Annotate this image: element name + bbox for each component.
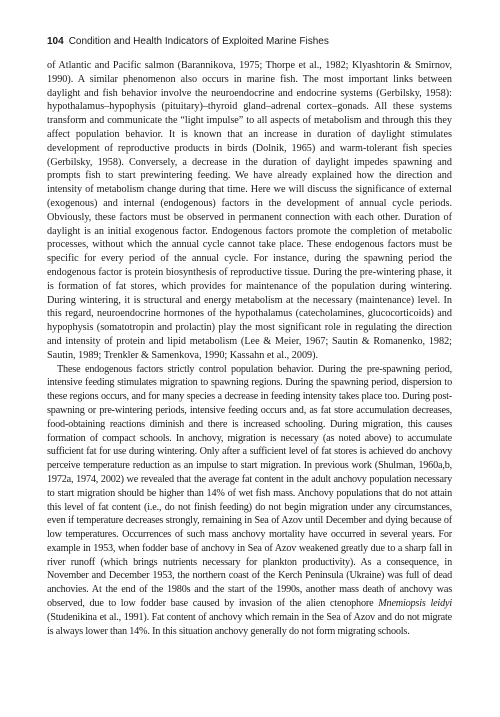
species-name: Mnemiopsis leidyi [378,598,452,610]
paragraph-2: These endogenous factors strictly control population behavior. During the pre-spawning period, intensive feeding stimulates migration to spawning regions. During the spawning period, dispersion to these regions occurs, and for many species a decrease in feeding intensity takes place too. During post-spawning or pre-wintering periods, intensive feeding occurs and, as fat store accumulation decreases, food-obtaining reactions diminish and there is increased schooling. During migration, this causes formation of compact schools. In anchovy, migration is necessary (as noted above) to accumulate sufficient fat for use during wintering. Only after a sufficient level of fat stores is achieved do anchovy perceive temperature reduction as an impulse to start migration. In previous work (Shulman, 1960a,b, 1972a, 1974, 2002) we revealed that the average fat content in the adult anchovy population necessary to start migration should be higher than 14% of wet fish mass. Anchovy populations that do not attain this level of fat content (i.e., do not finish feeding) do not begin migration under any circumstances, even if temperature decreases strongly, remaining in Sea of Azov until December and dying because of low temperatures. Occurrences of such mass anchovy mortality have occurred in several years. For example in 1953, when fodder base of anchovy in Sea of Azov weakened greatly due to a sharp fall in river runoff (which brings nutrients necessary for plankton productivity). As a consequence, in November and December 1953, the northern coast of the Kerch Peninsula (Ukraine) was full of dead anchovies. At the end of the 1980s and the start of the 1990s, another mass death of anchovy was observed, due to low fodder base caused by invasion of the alien ctenophore Mnemiopsis leidyi (Studenikina et al., 1991). Fat content of anchovy which remain in the Sea of Azov and do not migrate is always lower than 14%. In this situation anchovy generally do not form migrating schools. [47,363,452,637]
paragraph-1: of Atlantic and Pacific salmon (Barannikova, 1975; Thorpe et al., 1982; Klyashtorin & Smirnov, 1990). A similar phenomenon also occurs in marine fish. The most important links between daylight and fish behavior involve the neuroendocrine and endocrine systems (Gerbilsky, 1958): hypothalamus–hypophysis (pituitary)–thyroid gland–adrenal cortex–gonads. All these systems transform and communicate the “light impulse” to all aspects of metabolism and through this they affect population behavior. It is known that an increase in duration of daylight stimulates development of reproductive products in birds (Dolnik, 1965) and warm-tolerant fish species (Gerbilsky, 1958). Conversely, a decrease in the duration of daylight impedes spawning and prompts fish to start prewintering feeding. We have already explained how the direction and intensity of metabolism change during that time. Here we will discuss the significance of external (exogenous) and internal (endogenous) factors in the development of annual cycle periods. Obviously, these factors must be observed in permanent connection with each other. Duration of daylight is an initial exogenous factor. Endogenous factors promote the completion of metabolic processes, without which the annual cycle cannot take place. These endogenous factors must be specific for every period of the annual cycle. For instance, during the spawning period the endogenous factor is protein biosynthesis of reproductive tissue. During the pre-wintering phase, it is formation of fat stores, which provides for maintenance of the population during wintering. During wintering, it is structural and energy metabolism at the necessary (maintenance) level. In this regard, neuroendocrine hormones of the hypothalamus (catecholamines, glucocorticoids) and hypophysis (somatotropin and prolactin) play the most significant role in regulating the direction and intensity of protein and lipid metabolism (Lee & Meier, 1967; Sautin & Romanenko, 1982; Sautin, 1989; Trenkler & Samenkova, 1990; Kassahn et al., 2009). [47,60,452,361]
page-number: 104 [47,36,64,47]
running-header [47,36,452,48]
running-title: Condition and Health Indicators of Exploited Marine Fishes [68,36,329,47]
body-text [47,59,452,638]
